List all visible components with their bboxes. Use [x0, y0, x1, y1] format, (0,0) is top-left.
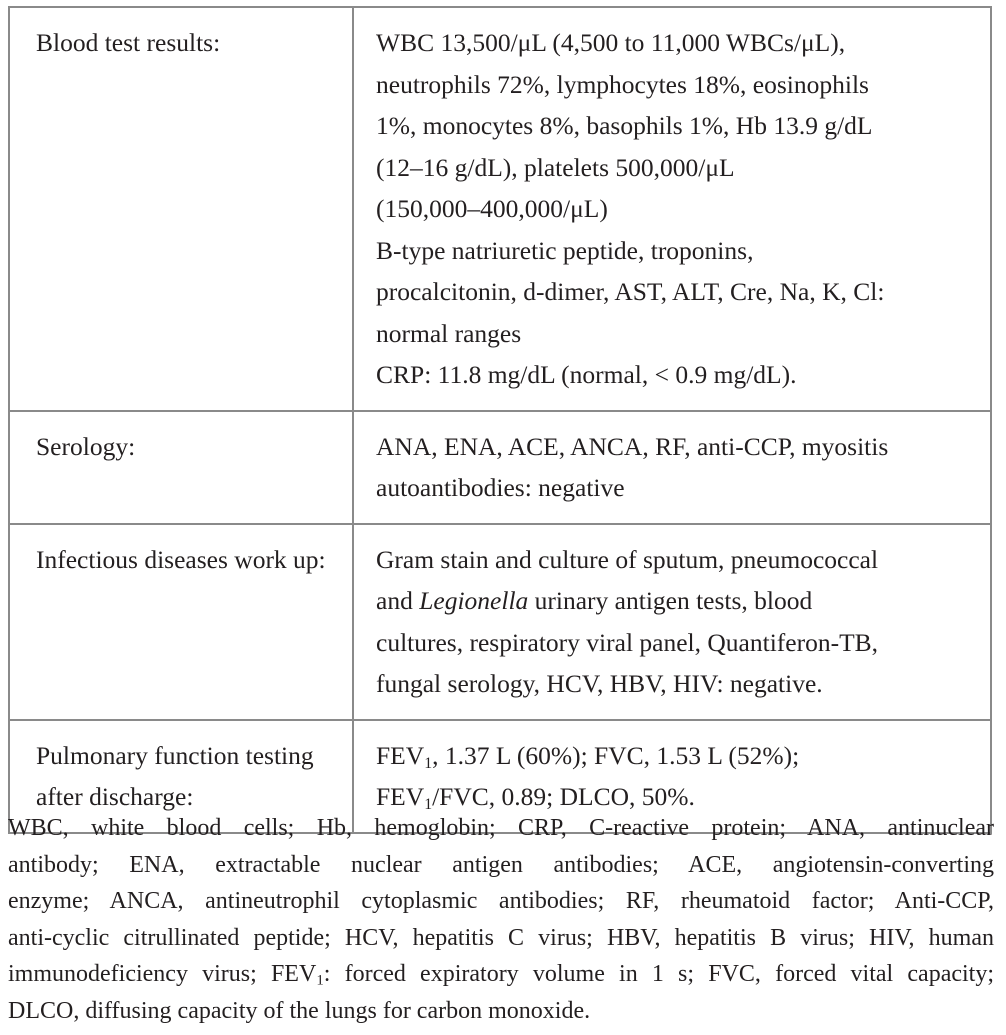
footnote-line	[8, 956, 994, 993]
value-line: Gram stain and culture of sputum, pneumococcal	[376, 544, 879, 574]
value-line: B-type natriuretic peptide, troponins,	[376, 235, 754, 265]
footnote-line: WBC, white blood cells; Hb, hemoglobin; CRP, C-reactive protein; ANA, antinuclear	[8, 815, 994, 841]
footnote-text: : forced expiratory volume in 1 s; FVC, forced vital capacity;	[323, 961, 994, 987]
value-line: cultures, respiratory viral panel, Quantiferon-TB,	[376, 627, 879, 657]
value-line: WBC 13,500/μL (4,500 to 11,000 WBCs/μL),	[376, 28, 846, 57]
value-line: CRP: 11.8 mg/dL (normal, < 0.9 mg/dL).	[376, 360, 797, 389]
value-line: fungal serology, HCV, HBV, HIV: negative.	[376, 669, 823, 698]
subscript: 1	[424, 754, 433, 772]
footnote-line: antibody; ENA, extractable nuclear antigen antibodies; ACE, angiotensin-converting	[8, 851, 994, 878]
footnote-line: enzyme; ANCA, antineutrophil cytoplasmic antibodies; RF, rheumatoid factor; Anti-CCP,	[8, 888, 994, 914]
subscript: 1	[316, 972, 324, 989]
value-text: and	[376, 586, 420, 615]
footnote-line: DLCO, diffusing capacity of the lungs for carbon monoxide.	[8, 997, 591, 1024]
lab-results-table	[8, 6, 992, 834]
value-text: , 1.37 L (60%); FVC, 1.53 L (52%);	[432, 740, 800, 770]
table-row-blood-tests	[10, 8, 990, 410]
value-text: FEV	[376, 740, 425, 770]
table-row-infectious-diseases	[10, 523, 990, 719]
row-value	[352, 8, 990, 410]
value-text: urinary antigen tests, blood	[528, 586, 813, 615]
value-text: FEV	[376, 782, 425, 811]
value-line: autoantibodies: negative	[376, 473, 625, 502]
value-line: (12–16 g/dL), platelets 500,000/μL	[376, 152, 735, 182]
row-label: Pulmonary function testing after discharge:	[36, 740, 314, 811]
value-text: /FVC, 0.89; DLCO, 50%.	[432, 782, 695, 811]
value-line	[376, 735, 970, 777]
value-line: neutrophils 72%, lymphocytes 18%, eosinophils	[376, 69, 869, 99]
value-line: ANA, ENA, ACE, ANCA, RF, anti-CCP, myositis	[376, 431, 889, 461]
row-label: Blood test results:	[36, 28, 221, 57]
value-line: normal ranges	[376, 318, 522, 348]
footnote-line: anti-cyclic citrullinated peptide; HCV, hepatitis C virus; HBV, hepatitis B virus; HIV, human	[8, 924, 994, 951]
row-label: Infectious diseases work up:	[36, 544, 326, 574]
value-line: (150,000–400,000/μL)	[376, 194, 608, 223]
organism-name: Legionella	[419, 586, 529, 615]
table-footnote	[8, 810, 994, 1029]
value-line	[376, 580, 970, 622]
row-value	[352, 525, 990, 719]
row-label: Serology:	[36, 431, 136, 461]
footnote-text: immunodeficiency virus; FEV	[8, 961, 317, 987]
subscript: 1	[424, 795, 433, 813]
table-row-serology	[10, 410, 990, 523]
value-line: procalcitonin, d-dimer, AST, ALT, Cre, Na, K, Cl:	[376, 277, 885, 306]
value-line: 1%, monocytes 8%, basophils 1%, Hb 13.9 g/dL	[376, 111, 873, 140]
row-value	[352, 412, 990, 523]
